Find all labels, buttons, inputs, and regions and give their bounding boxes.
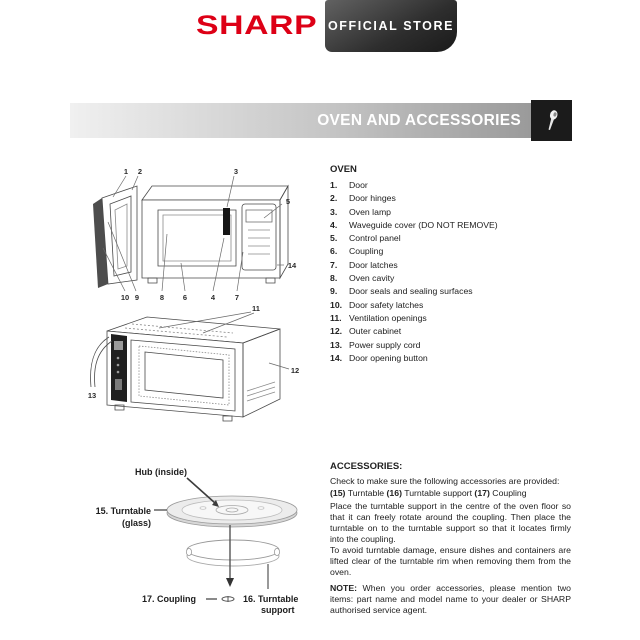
callout-9: 9 [134,293,140,302]
accessories-note [330,583,571,616]
callout-13: 13 [87,391,97,400]
provided-items: (15) Turntable (16) Turntable support (17) Coupling [330,488,527,498]
callout-6: 6 [182,293,188,302]
spoon-icon [539,108,565,134]
oven-parts-list [330,164,571,365]
list-item: 13. Power supply cord [330,339,421,350]
callout-4: 4 [210,293,216,302]
callout-10: 10 [120,293,130,302]
turntable-glass-label2: (glass) [121,518,151,528]
official-store-label: OFFICIAL STORE [327,19,455,33]
list-item: 9. Door seals and sealing surfaces [330,286,473,297]
list-item: 12. Outer cabinet [330,326,402,337]
callout-2: 2 [137,167,143,176]
list-item: 10. Door safety latches [330,299,424,310]
callout-1: 1 [123,167,129,176]
callout-14: 14 [287,261,297,270]
section-title-bar [70,103,531,138]
accessories-paragraph-1: Place the turntable support in the centre of the oven floor so that it can freely rotate around the coupling. Then place the turntable on to the turntable support so that it locates firmly into the coupling. [330,501,571,544]
turntable-diagram [75,452,325,638]
list-item: 6. Coupling [330,246,384,257]
list-item: 7. Door latches [330,259,398,270]
note-label: NOTE: [330,583,358,593]
open-door-lineart [93,186,137,288]
list-item: 5. Control panel [330,233,401,244]
callout-7: 7 [234,293,240,302]
turntable-support-label2: support [261,605,295,615]
list-item: 11. Ventilation openings [330,312,427,323]
list-item: 3. Oven lamp [330,206,392,217]
callout-8: 8 [159,293,165,302]
turntable-lineart [154,478,297,602]
turntable-support-label: 16. Turntable [243,594,299,604]
list-item: 2. Door hinges [330,193,396,204]
accessories-heading: ACCESSORIES: [330,461,403,472]
callout-12: 12 [290,366,300,375]
accessories-paragraph-2: To avoid turntable damage, ensure dishes and containers are lifted clear of the turntable rim when removing them from the oven. [330,545,571,577]
list-item: 8. Oven cavity [330,273,395,284]
waveguide-bar [223,208,230,235]
official-store-badge [325,0,457,52]
callout-3: 3 [233,167,239,176]
coupling-label: 17. Coupling [142,594,196,604]
accessories-section [330,461,571,616]
callout-5: 5 [285,197,291,206]
turntable-glass-label: 15. Turntable [95,506,151,516]
oven-heading: OVEN [330,164,357,175]
section-icon-box [531,100,572,141]
open-oven-diagram [80,160,330,310]
list-item: 4. Waveguide cover (DO NOT REMOVE) [330,219,498,230]
power-cord [91,337,109,387]
list-item: 1. Door [330,180,368,190]
callout-11: 11 [252,304,260,313]
accessories-intro: Check to make sure the following accessories are provided: [330,476,560,486]
hub-label: Hub (inside) [135,467,187,477]
note-text: When you order accessories, please mention two items: part name and model name to your dealer or SHARP authorised service agent. [330,583,571,615]
sharp-logo: SHARP [196,10,318,40]
closed-oven-diagram [75,303,325,445]
closed-oven-lineart [91,317,280,421]
section-title: OVEN AND ACCESSORIES [317,111,521,129]
list-item: 14. Door opening button [330,352,428,363]
turntable-labels [96,467,299,615]
